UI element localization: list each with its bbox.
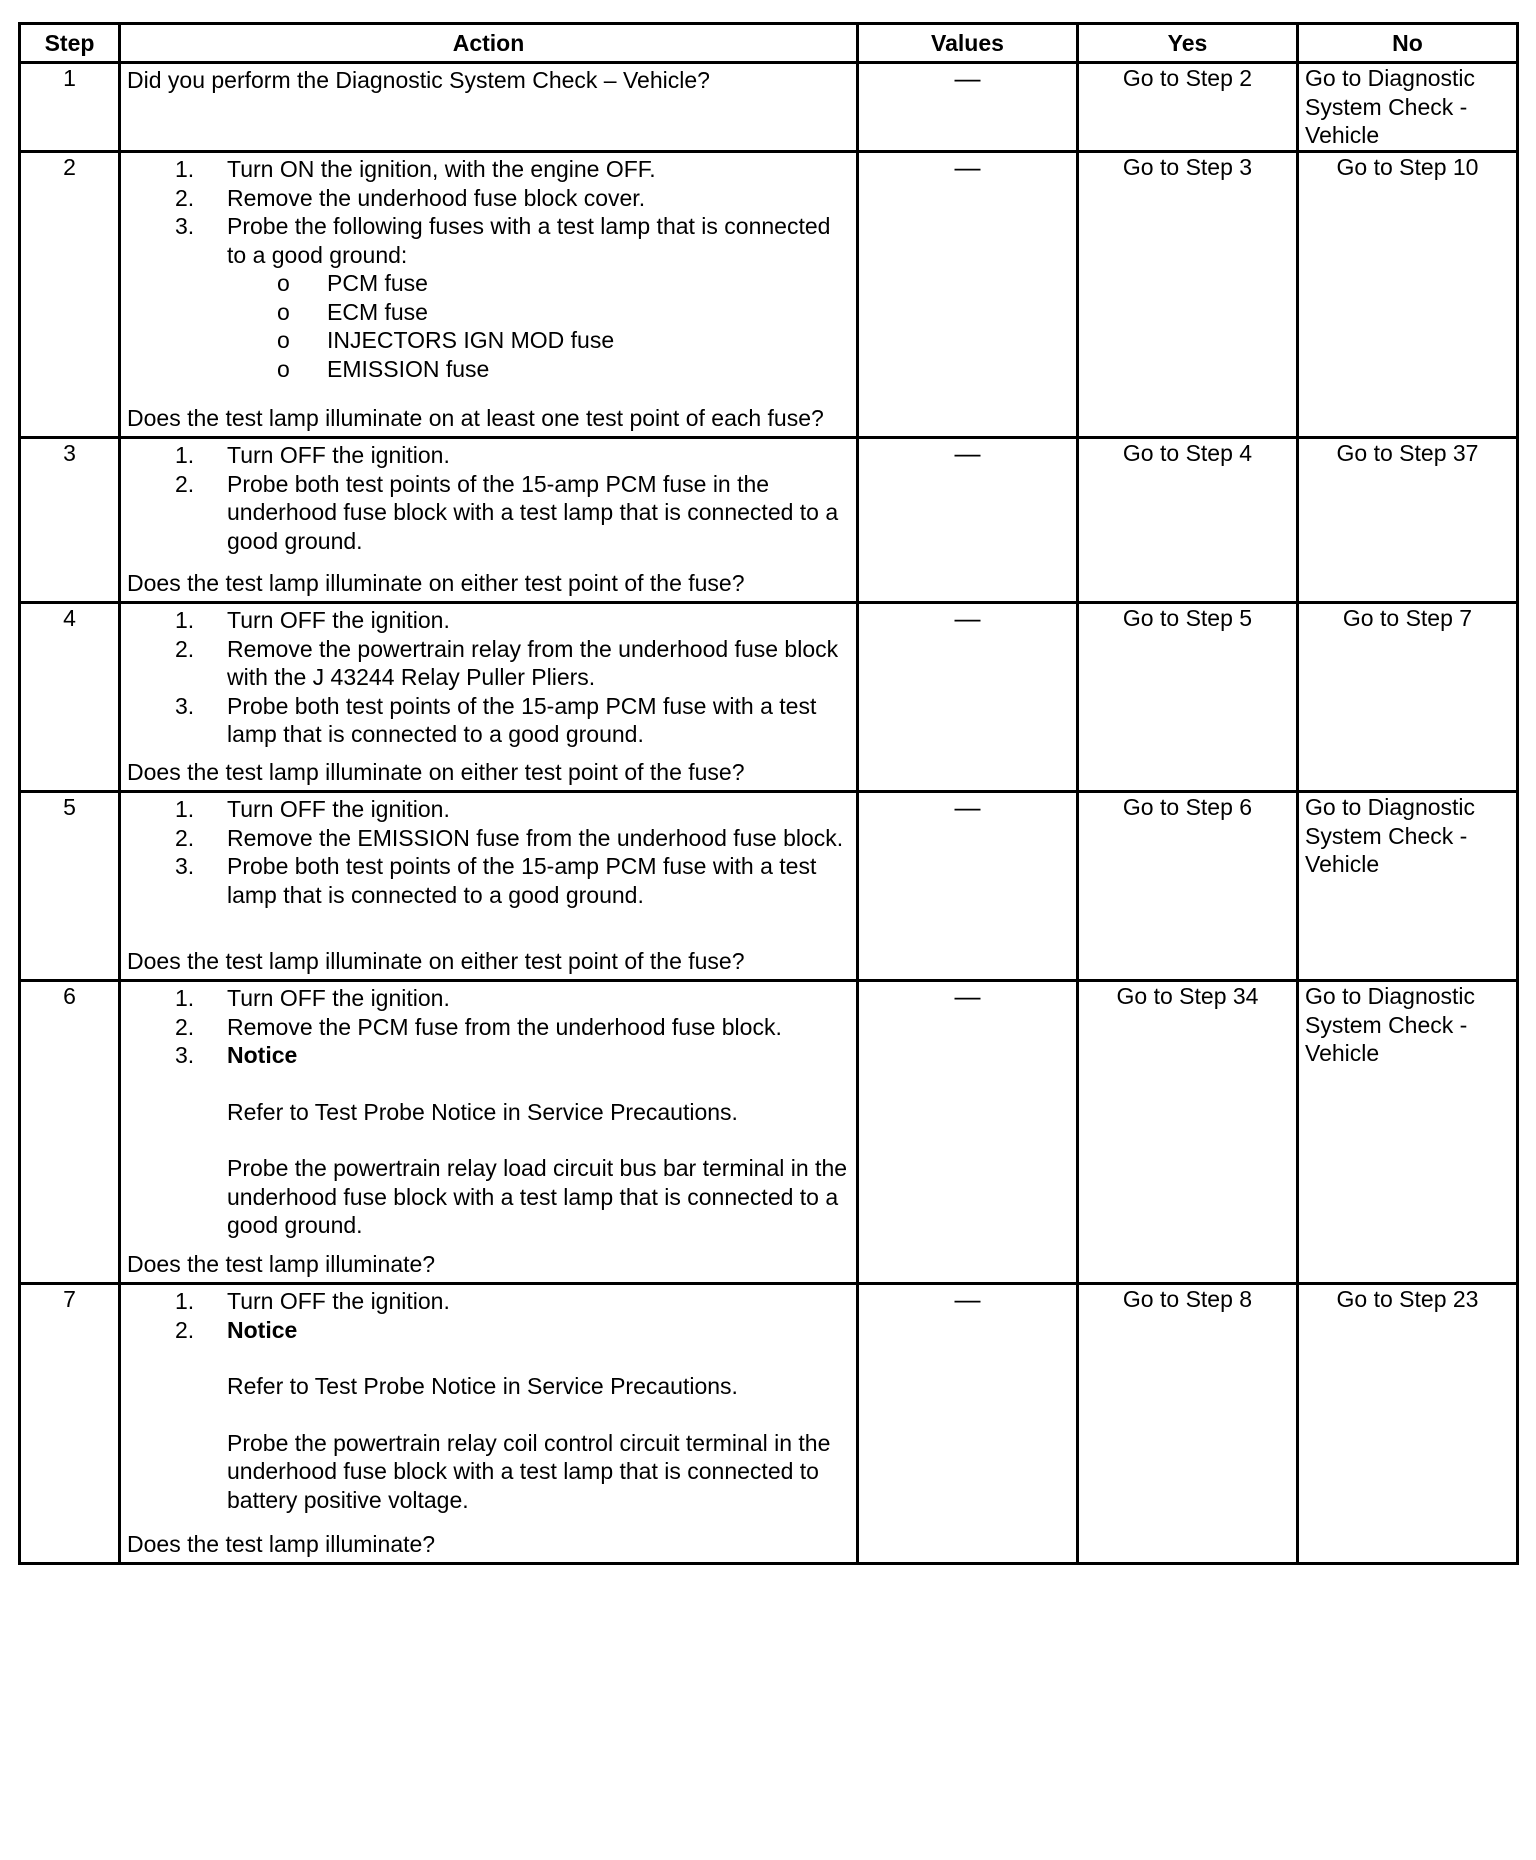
step-number: 3: [20, 438, 120, 603]
header-values: Values: [858, 24, 1078, 63]
yes-cell: Go to Step 4: [1078, 438, 1298, 603]
fuse-item: o PCM fuse: [277, 270, 428, 296]
action-question: Did you perform the Diagnostic System Check – Vehicle?: [127, 67, 710, 93]
no-cell: [1298, 1284, 1518, 1564]
action-cell: [120, 63, 858, 152]
action-item: 2. Remove the EMISSION fuse from the underhood fuse block.: [175, 824, 844, 851]
fuse-item: o EMISSION fuse: [277, 355, 490, 382]
action-question: Does the test lamp illuminate on either test point of the fuse?: [127, 758, 745, 785]
header-yes: Yes: [1078, 24, 1298, 63]
values-cell: —: [858, 792, 1078, 981]
no-text: Go to Diagnostic System Check - Vehicle: [1305, 794, 1476, 877]
notice-text: Refer to Test Probe Notice in Service Precautions.: [227, 1098, 738, 1125]
values-cell: —: [858, 152, 1078, 438]
action-cell: [120, 152, 858, 438]
action-item: 1. Turn OFF the ignition.: [175, 796, 450, 822]
no-cell: [1298, 438, 1518, 603]
action-item: 1. Turn OFF the ignition.: [175, 442, 450, 468]
diagnostic-table: [18, 22, 1519, 1565]
yes-cell: Go to Step 2: [1078, 63, 1298, 152]
table-row: [20, 1284, 1518, 1564]
table-row: [20, 603, 1518, 792]
values-cell: —: [858, 438, 1078, 603]
probe-instruction: Probe the powertrain relay load circuit bus bar terminal in the underhood fuse block with a test lamp that is connected to a good ground.: [227, 1155, 848, 1238]
action-item: 2. Notice: [175, 1316, 298, 1343]
action-item: 3. Probe the following fuses with a test lamp that is connected to a good ground:: [175, 213, 831, 268]
yes-cell: Go to Step 34: [1078, 981, 1298, 1284]
no-cell: [1298, 152, 1518, 438]
action-cell: [120, 438, 858, 603]
action-question: Does the test lamp illuminate on at least one test point of each fuse?: [127, 404, 824, 431]
action-cell: [120, 1284, 858, 1564]
no-cell: [1298, 981, 1518, 1284]
header-step: Step: [20, 24, 120, 63]
action-item: 2. Probe both test points of the 15-amp PCM fuse in the underhood fuse block with a test lamp that is connected to a good ground.: [175, 470, 839, 554]
step-number: 4: [20, 603, 120, 792]
values-cell: —: [858, 603, 1078, 792]
no-text: Go to Diagnostic System Check - Vehicle: [1305, 65, 1476, 148]
no-text: Go to Step 37: [1336, 440, 1479, 466]
action-item: 2. Remove the powertrain relay from the underhood fuse block with the J 43244 Relay Puller Pliers.: [175, 635, 839, 690]
header-row: [20, 24, 1518, 63]
action-item: 1. Turn OFF the ignition.: [175, 1288, 450, 1314]
table-row: [20, 63, 1518, 152]
no-cell: [1298, 792, 1518, 981]
action-item: 2. Remove the PCM fuse from the underhood fuse block.: [175, 1013, 782, 1040]
notice-label: Notice: [227, 1042, 298, 1068]
probe-instruction: Probe the powertrain relay coil control circuit terminal in the underhood fuse block with a test lamp that is connected to battery positive voltage.: [227, 1429, 831, 1513]
action-item: 1. Turn OFF the ignition.: [175, 985, 450, 1011]
no-text: Go to Diagnostic System Check - Vehicle: [1305, 983, 1476, 1066]
fuse-item: o INJECTORS IGN MOD fuse: [277, 327, 615, 353]
notice-text: Refer to Test Probe Notice in Service Precautions.: [227, 1373, 738, 1399]
no-text: Go to Step 23: [1336, 1286, 1479, 1312]
yes-cell: Go to Step 5: [1078, 603, 1298, 792]
action-item: 3. Notice: [175, 1042, 298, 1068]
table-row: [20, 981, 1518, 1284]
action-item: 3. Probe both test points of the 15-amp PCM fuse with a test lamp that is connected to a good ground.: [175, 692, 817, 747]
action-item: 1. Turn ON the ignition, with the engine OFF.: [175, 156, 656, 182]
yes-cell: Go to Step 3: [1078, 152, 1298, 438]
action-cell: [120, 981, 858, 1284]
action-item: 3. Probe both test points of the 15-amp PCM fuse with a test lamp that is connected to a good ground.: [175, 853, 817, 908]
no-text: Go to Step 10: [1336, 154, 1479, 180]
step-number: 2: [20, 152, 120, 438]
no-text: Go to Step 7: [1342, 605, 1473, 631]
table-row: [20, 438, 1518, 603]
action-question: Does the test lamp illuminate on either test point of the fuse?: [127, 569, 745, 596]
step-number: 1: [20, 63, 120, 152]
fuse-item: o ECM fuse: [277, 298, 428, 325]
table-row: [20, 152, 1518, 438]
action-item: 2. Remove the underhood fuse block cover.: [175, 184, 646, 211]
action-item: 1. Turn OFF the ignition.: [175, 607, 450, 633]
yes-cell: Go to Step 8: [1078, 1284, 1298, 1564]
notice-label: Notice: [227, 1316, 298, 1343]
step-number: 5: [20, 792, 120, 981]
action-question: Does the test lamp illuminate on either test point of the fuse?: [127, 947, 745, 974]
step-number: 6: [20, 981, 120, 1284]
values-cell: —: [858, 981, 1078, 1284]
action-question: Does the test lamp illuminate?: [127, 1530, 436, 1557]
no-cell: [1298, 603, 1518, 792]
table-row: [20, 792, 1518, 981]
step-number: 7: [20, 1284, 120, 1564]
values-cell: —: [858, 1284, 1078, 1564]
header-action: Action: [120, 24, 858, 63]
header-no: No: [1298, 24, 1518, 63]
action-cell: [120, 603, 858, 792]
yes-cell: Go to Step 6: [1078, 792, 1298, 981]
action-cell: [120, 792, 858, 981]
values-cell: —: [858, 63, 1078, 152]
action-question: Does the test lamp illuminate?: [127, 1250, 436, 1277]
no-cell: [1298, 63, 1518, 152]
